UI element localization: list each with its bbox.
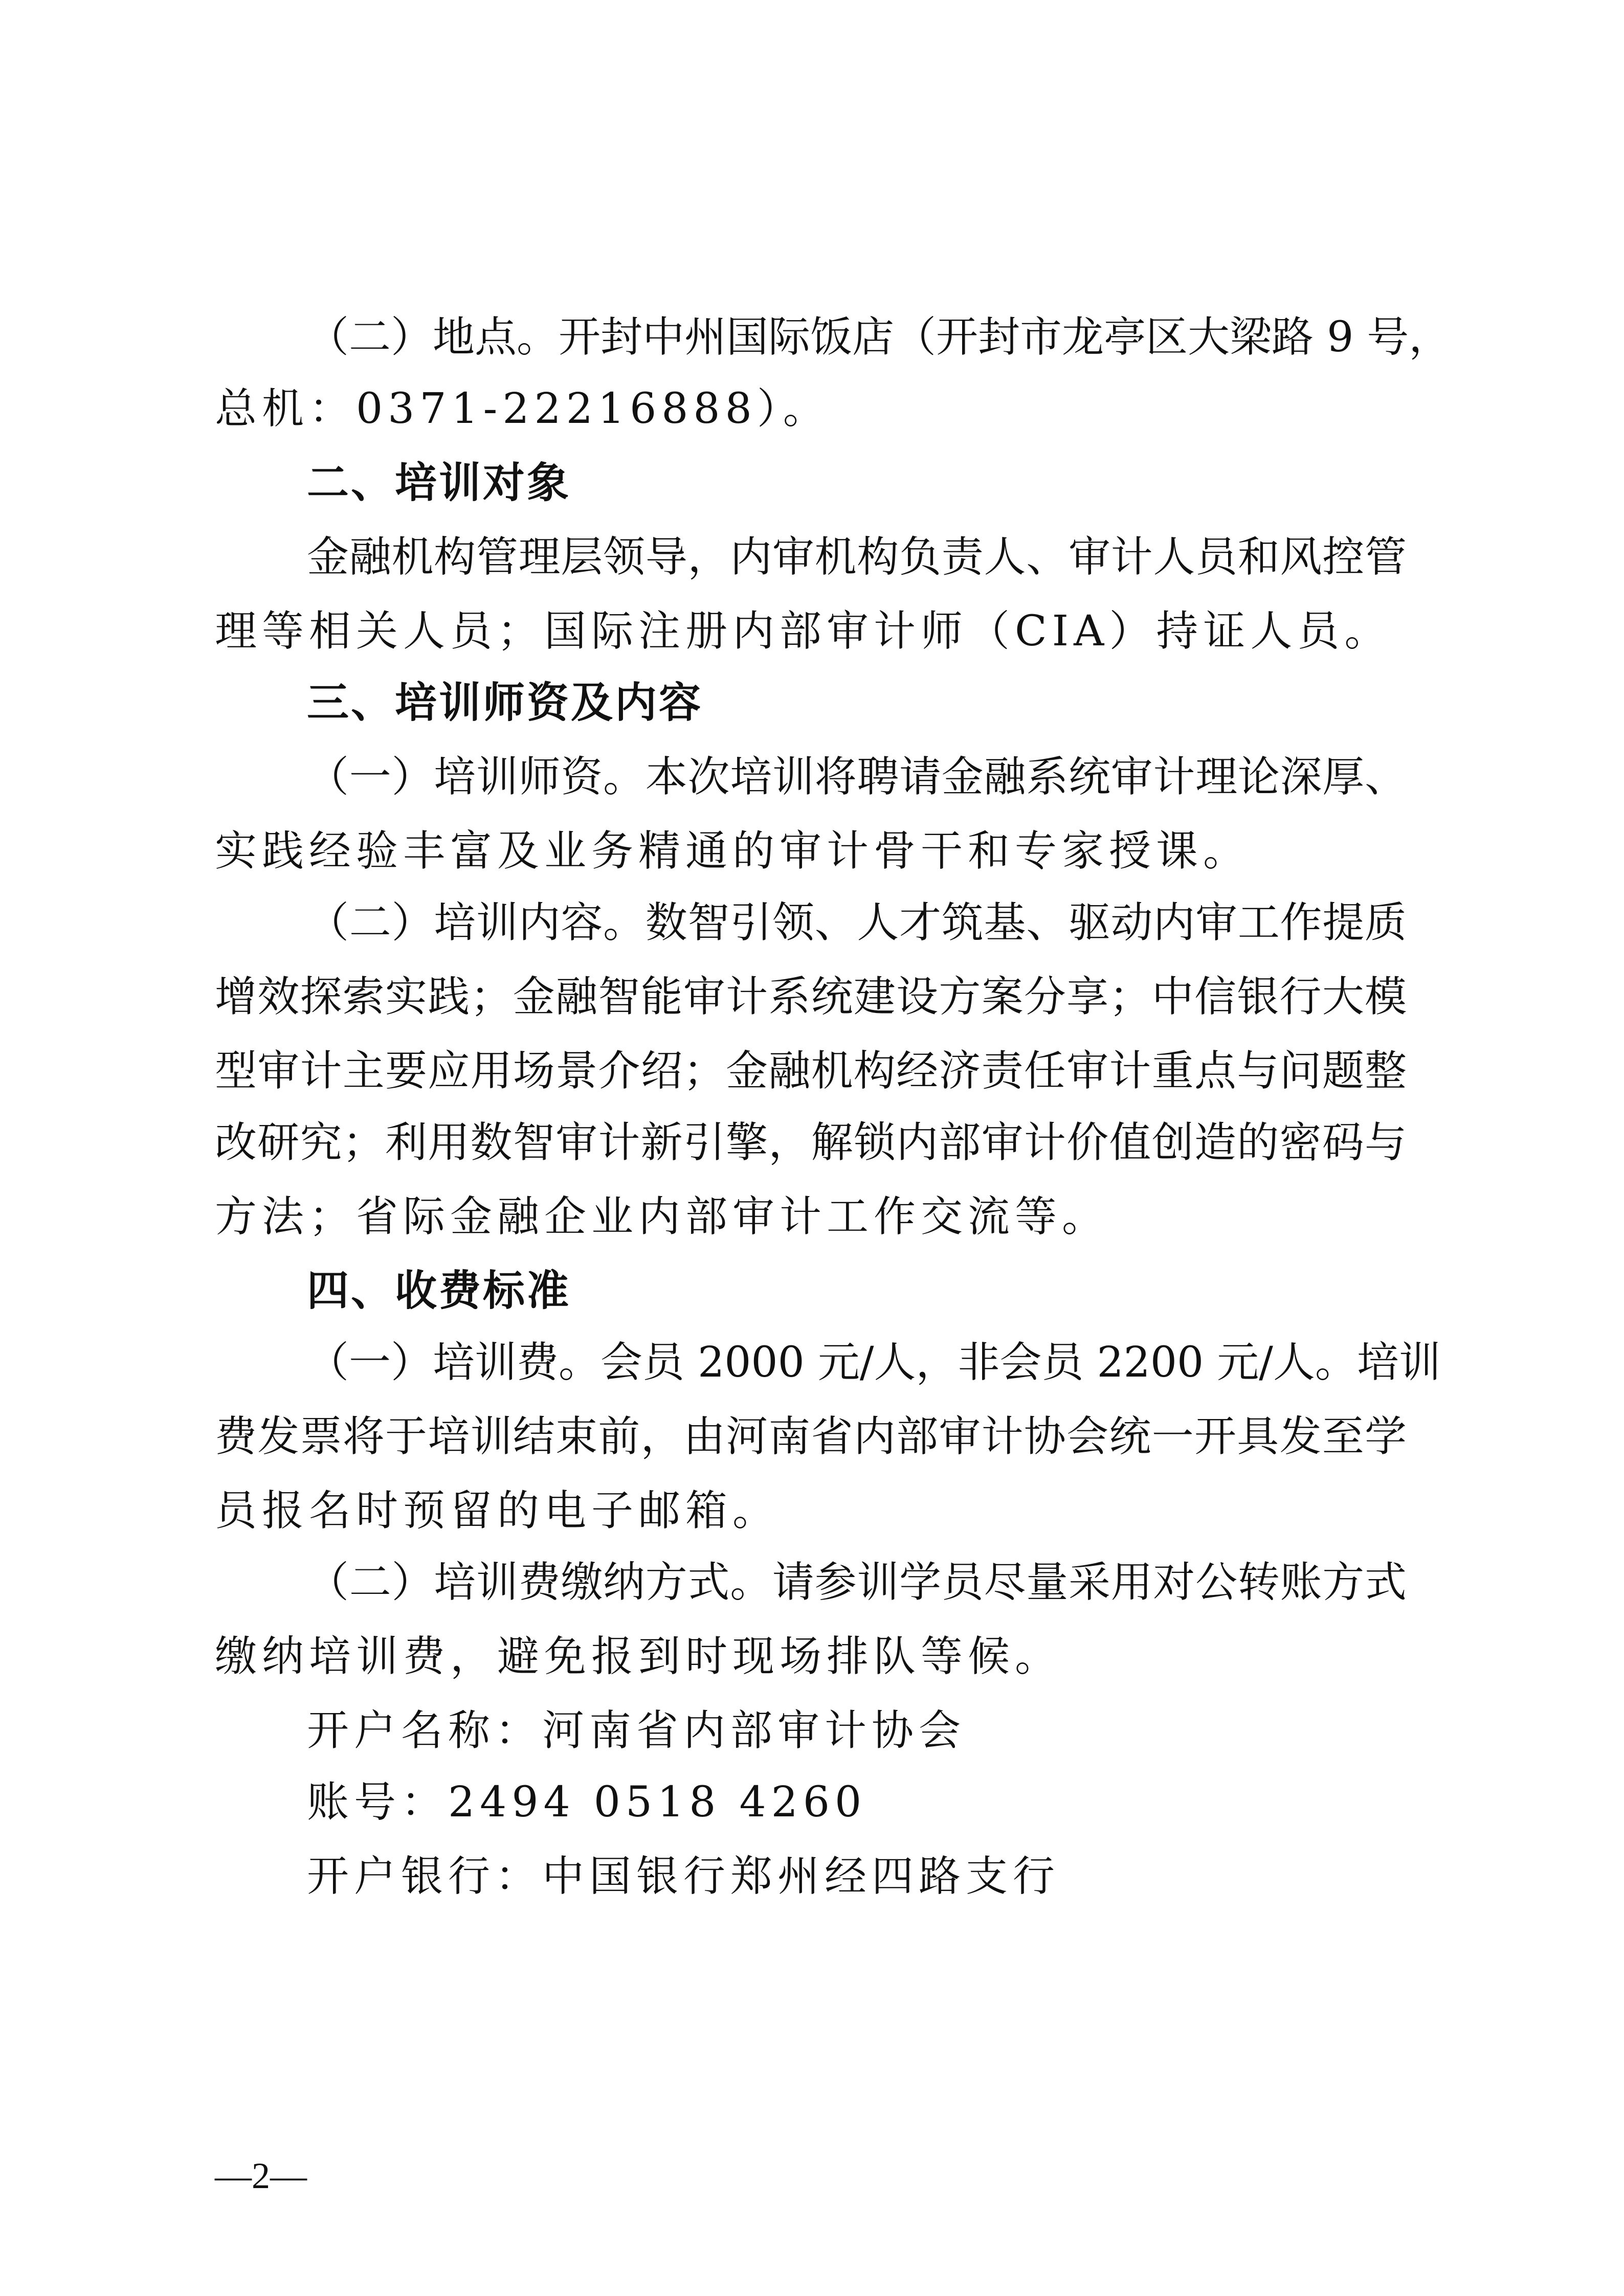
paragraph-line: （一）培训师资。本次培训将聘请金融系统审计理论深厚、 (307, 753, 1407, 801)
account-number-line: 账号：2494 0518 4260 (307, 1778, 867, 1827)
paragraph-line: （二）培训内容。数智引领、人才筑基、驱动内审工作提质 (307, 898, 1407, 947)
bank-name-line: 开户银行：中国银行郑州经四路支行 (307, 1852, 1060, 1901)
paragraph-line: （二）地点。开封中州国际饭店（开封市龙亭区大梁路 9 号， (307, 313, 1451, 362)
paragraph-line: （一）培训费。会员 2000 元/人，非会员 2200 元/人。培训 (307, 1338, 1441, 1387)
section-heading: 四、收费标准 (307, 1267, 571, 1315)
paragraph-line: 缴纳培训费，避免报到时现场排队等候。 (215, 1632, 1062, 1681)
paragraph-line: 型审计主要应用场景介绍；金融机构经济责任审计重点与问题整 (215, 1047, 1407, 1095)
paragraph-line: 方法；省际金融企业内部审计工作交流等。 (215, 1192, 1109, 1241)
paragraph-line: 改研究；利用数智审计新引擎，解锁内部审计价值创造的密码与 (215, 1118, 1407, 1167)
paragraph-line: （二）培训费缴纳方式。请参训学员尽量采用对公转账方式 (307, 1558, 1407, 1607)
paragraph-line: 增效探索实践；金融智能审计系统建设方案分享；中信银行大模 (215, 973, 1407, 1021)
paragraph-line: 理等相关人员；国际注册内部审计师（CIA）持证人员。 (215, 607, 1392, 656)
paragraph-line: 员报名时预留的电子邮箱。 (215, 1487, 780, 1535)
page-number: —2— (215, 2155, 307, 2196)
paragraph-line: 实践经验丰富及业务精通的审计骨干和专家授课。 (215, 827, 1251, 875)
paragraph-line: 金融机构管理层领导，内审机构负责人、审计人员和风控管 (307, 533, 1407, 581)
section-heading: 二、培训对象 (307, 459, 571, 507)
paragraph-line: 总机：0371-22216888）。 (215, 385, 830, 433)
section-heading: 三、培训师资及内容 (307, 679, 703, 727)
paragraph-line: 费发票将于培训结束前，由河南省内部审计协会统一开具发至学 (215, 1412, 1407, 1461)
account-name-line: 开户名称：河南省内部审计协会 (307, 1706, 966, 1755)
